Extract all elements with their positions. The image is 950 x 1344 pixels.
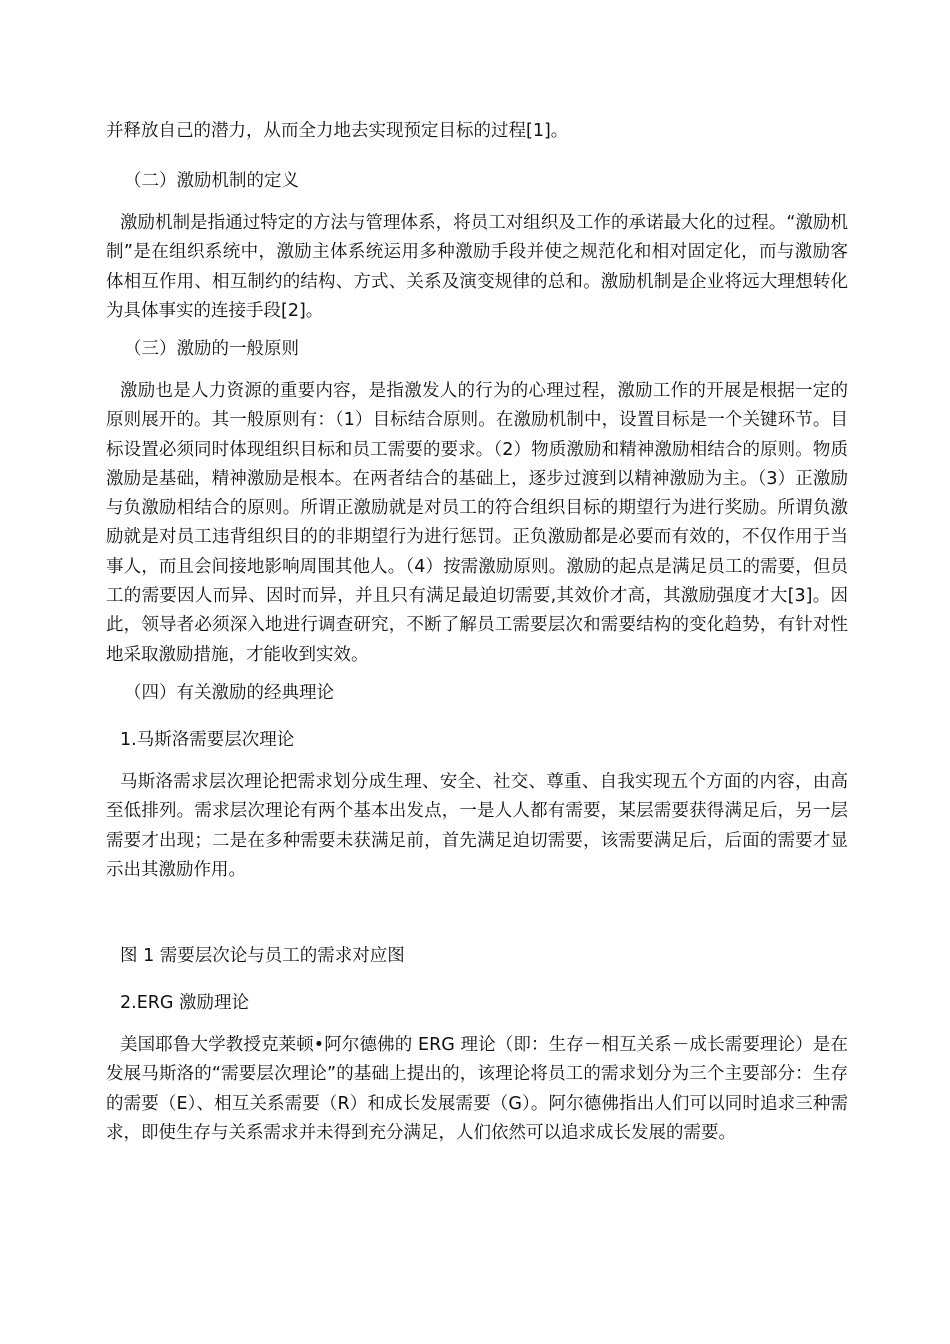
paragraph-principles: 激励也是人力资源的重要内容，是指激发人的行为的心理过程，激励工作的开展是根据一定的原则展开的。其一般原则有：（1）目标结合原则。在激励机制中，设置目标是一个关键环节。目标设置必须同时体现组织目标和员工需要的要求。（2）物质激励和精神激励相结合的原则。物质激励是基础，精神激励是根本。在两者结合的基础上，逐步过渡到以精神激励为主。（3）正激励与负激励相结合的原则。所谓正激励就是对员工的符合组织目标的期望行为进行奖励。所谓负激励就是对员工违背组织目的的非期望行为进行惩罚。正负激励都是必要而有效的，不仅作用于当事人，而且会间接地影响周围其他人。（4）按需激励原则。激励的起点是满足员工的需要，但员工的需要因人而异、因时而异，并且只有满足最迫切需要,其效价才高，其激励强度才大[3]。因此，领导者必须深入地进行调查研究，不断了解员工需要层次和需要结构的变化趋势，有针对性地采取激励措施，才能收到实效。 [106,381,848,665]
paragraph-mechanism-definition: 激励机制是指通过特定的方法与管理体系，将员工对组织及工作的承诺最大化的过程。“激励机制”是在组织系统中，激励主体系统运用多种激励手段并使之规范化和相对固定化，而与激励客体相互作用、相互制约的结构、方式、关系及演变规律的总和。激励机制是企业将远大理想转化为具体事实的连接手段[2]。 [106,213,848,321]
subsection-heading-maslow: 1.马斯洛需要层次理论 [120,730,295,750]
intro-line: 并释放自己的潜力，从而全力地去实现预定目标的过程[1]。 [106,121,569,141]
figure-caption: 图 1 需要层次论与员工的需求对应图 [120,946,405,966]
section-heading-definition: （二）激励机制的定义 [124,171,299,191]
paragraph-maslow: 马斯洛需求层次理论把需求划分成生理、安全、社交、尊重、自我实现五个方面的内容，由高至低排列。需求层次理论有两个基本出发点，一是人人都有需要，某层需要获得满足后，另一层需要才出现；二是在多种需要未获满足前，首先满足迫切需要，该需要满足后，后面的需要才显示出其激励作用。 [106,772,848,880]
section-heading-classic-theories: （四）有关激励的经典理论 [124,683,334,703]
subsection-heading-erg: 2.ERG 激励理论 [120,993,250,1013]
section-heading-principles: （三）激励的一般原则 [124,339,299,359]
paragraph-erg: 美国耶鲁大学教授克莱顿•阿尔德佛的 ERG 理论（即：生存－相互关系－成长需要理论）是在发展马斯洛的“需要层次理论”的基础上提出的，该理论将员工的需求划分为三个主要部分：生存的需要（E）、相互关系需要（R）和成长发展需要（G）。阿尔德佛指出人们可以同时追求三种需求，即使生存与关系需求并未得到充分满足，人们依然可以追求成长发展的需要。 [106,1035,848,1143]
